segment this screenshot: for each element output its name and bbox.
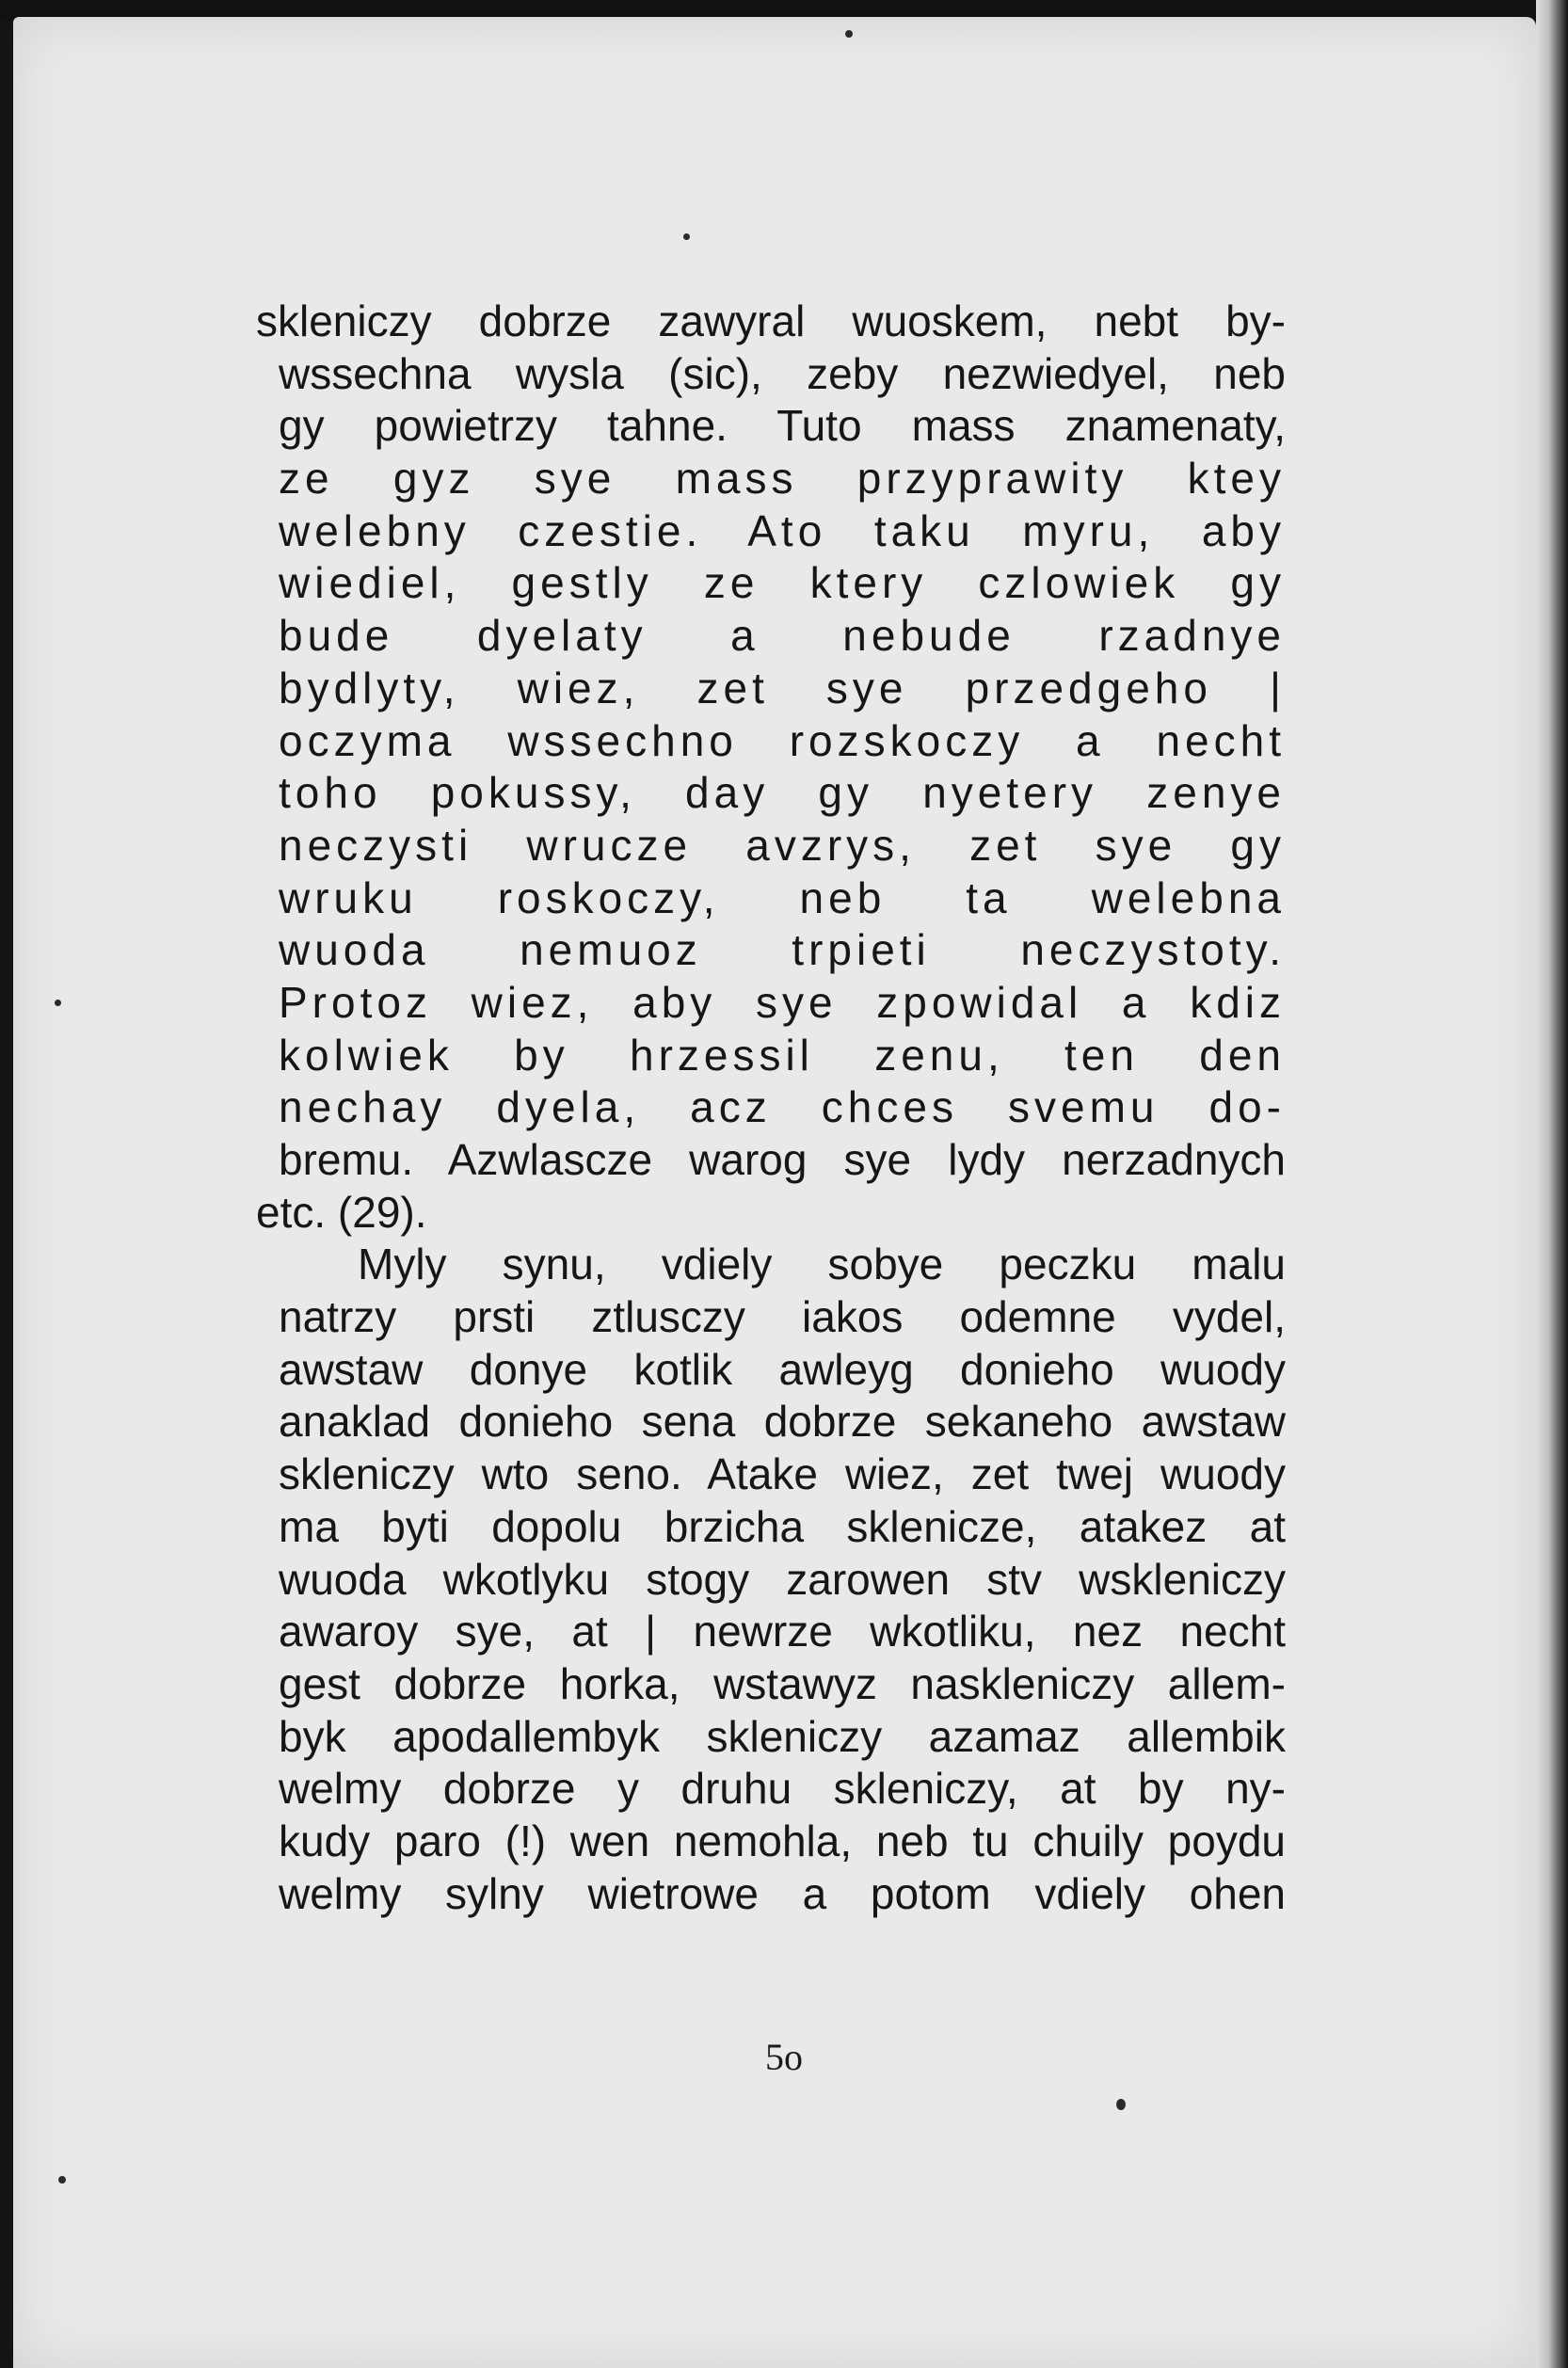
text-line: welmy sylny wietrowe a potom vdiely ohen bbox=[279, 1868, 1286, 1918]
text-line: gy powietrzy tahne. Tuto mass znamenaty, bbox=[279, 401, 1286, 451]
body-text bbox=[256, 296, 1286, 1920]
text-line: wuoda nemuoz trpieti neczystoty. bbox=[279, 925, 1286, 975]
page-number: 5o bbox=[765, 2036, 803, 2078]
text-line: byk apodallembyk skleniczy azamaz allembik bbox=[279, 1711, 1286, 1761]
text-line: nechay dyela, acz chces svemu do- bbox=[279, 1082, 1286, 1132]
ink-speck bbox=[55, 1000, 61, 1006]
text-line: skleniczy dobrze zawyral wuoskem, nebt by- bbox=[256, 296, 1286, 345]
text-line: wssechna wysla (sic), zeby nezwiedyel, neb bbox=[279, 348, 1286, 398]
scan-right-border bbox=[1536, 0, 1568, 2368]
text-line: Myly synu, vdiely sobye peczku malu bbox=[358, 1240, 1286, 1289]
ink-speck bbox=[1116, 2099, 1126, 2110]
ink-speck bbox=[58, 2176, 66, 2184]
text-line: oczyma wssechno rozskoczy a necht bbox=[279, 715, 1286, 765]
text-line: awstaw donye kotlik awleyg donieho wuody bbox=[279, 1344, 1286, 1394]
text-line: skleniczy wto seno. Atake wiez, zet twej wuody bbox=[279, 1449, 1286, 1499]
ink-speck bbox=[845, 30, 853, 38]
text-line: natrzy prsti ztlusczy iakos odemne vydel, bbox=[279, 1292, 1286, 1342]
text-line: wruku roskoczy, neb ta welebna bbox=[279, 872, 1286, 922]
text-line: ze gyz sye mass przyprawity ktey bbox=[279, 454, 1286, 504]
text-line: bydlyty, wiez, zet sye przedgeho | bbox=[279, 663, 1286, 712]
text-line: kudy paro (!) wen nemohla, neb tu chuily poydu bbox=[279, 1816, 1286, 1865]
text-line: neczysti wrucze avzrys, zet sye gy bbox=[279, 820, 1286, 870]
text-line: gest dobrze horka, wstawyz naskleniczy allem- bbox=[279, 1658, 1286, 1708]
text-line: wuoda wkotlyku stogy zarowen stv wskleniczy bbox=[279, 1554, 1286, 1604]
text-line: etc. (29). bbox=[256, 1187, 427, 1237]
text-line: bremu. Azwlascze warog sye lydy nerzadnych bbox=[279, 1135, 1286, 1184]
text-line: Protoz wiez, aby sye zpowidal a kdiz bbox=[279, 977, 1286, 1027]
paragraph bbox=[279, 1239, 1286, 1920]
text-line: bude dyelaty a nebude rzadnye bbox=[279, 611, 1286, 661]
text-line: welebny czestie. Ato taku myru, aby bbox=[279, 505, 1286, 555]
text-line: ma byti dopolu brzicha sklenicze, atakez at bbox=[279, 1501, 1286, 1551]
text-line: kolwiek by hrzessil zenu, ten den bbox=[279, 1030, 1286, 1080]
text-line: welmy dobrze y druhu skleniczy, at by ny- bbox=[279, 1764, 1286, 1814]
text-line: toho pokussy, day gy nyetery zenye bbox=[279, 768, 1286, 818]
text-line: wiediel, gestly ze ktery czlowiek gy bbox=[279, 558, 1286, 608]
text-line: anaklad donieho sena dobrze sekaneho awstaw bbox=[279, 1397, 1286, 1447]
ink-speck bbox=[683, 233, 690, 240]
paragraph bbox=[256, 296, 1286, 1239]
text-line: awaroy sye, at | newrze wkotliku, nez necht bbox=[279, 1607, 1286, 1656]
